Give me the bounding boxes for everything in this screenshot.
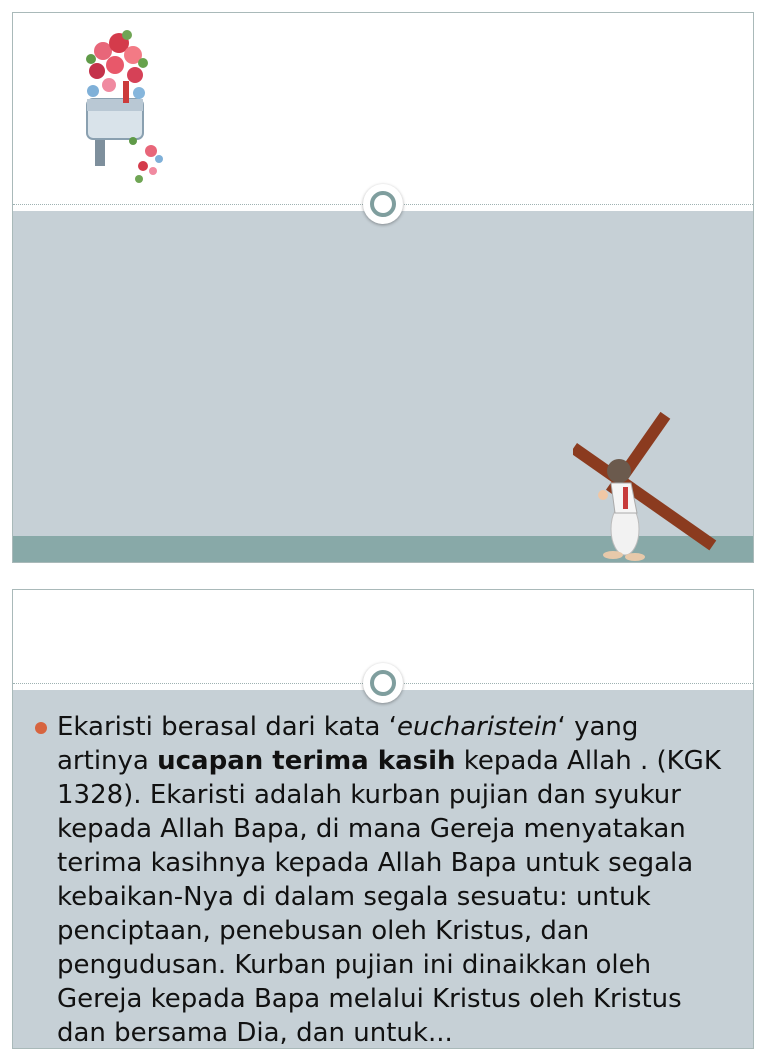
flower-bouquet-mailbox-icon xyxy=(73,21,169,191)
ring-ornament xyxy=(363,663,403,703)
jesus-carrying-cross-icon xyxy=(573,403,723,563)
slide-1 xyxy=(12,12,754,563)
ring-ornament xyxy=(363,184,403,224)
bullet-dot xyxy=(35,722,47,734)
slide-2 xyxy=(12,589,754,1049)
bullet-paragraph: Ekaristi berasal dari kata ‘eucharistein‘ yang artinya ucapan terima kasih kepada Allah . (KGK 1328). Ekaristi adalah kurban pujian dan syukur kepada Allah Bapa, di mana Gereja menyatakan terima kasihnya kepada Allah Bapa untuk segala kebaikan-Nya di dalam segala sesuatu: untuk penciptaan, penebusan oleh Kristus, dan pengudusan. Kurban pujian ini dinaikkan oleh Gereja kepada Bapa melalui Kristus oleh Kristus dan bersama Dia, dan untuk... xyxy=(57,712,721,1048)
body-text xyxy=(35,710,735,1049)
